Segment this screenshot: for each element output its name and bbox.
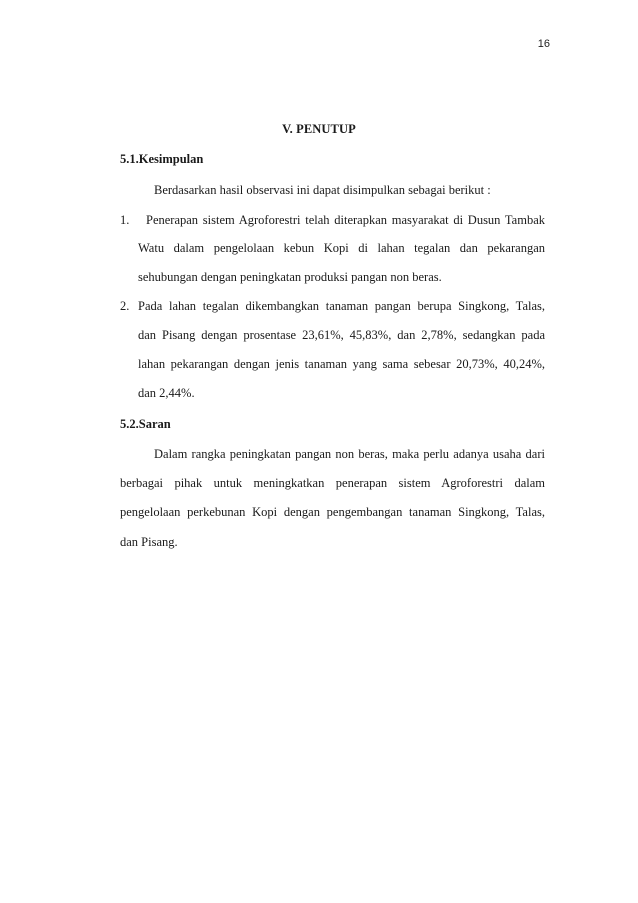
list-item-marker: 2. [120,299,130,313]
list-item-line: dan Pisang dengan prosentase 23,61%, 45,83%, dan 2,78%, sedangkan pada [138,328,545,342]
section-heading-kesimpulan: 5.1.Kesimpulan [120,152,204,166]
saran-line: berbagai pihak untuk meningkatkan penerapan sistem Agroforestri dalam [120,476,545,490]
page-number: 16 [537,38,550,50]
chapter-title: V. PENUTUP [282,122,356,136]
list-item-line: Penerapan sistem Agroforestri telah diterapkan masyarakat di Dusun Tambak [146,213,545,227]
list-item-line: lahan pekarangan dengan jenis tanaman yang sama sebesar 20,73%, 40,24%, [138,357,545,371]
list-item-line: Pada lahan tegalan dikembangkan tanaman pangan berupa Singkong, Talas, [138,299,545,313]
list-item-line: sehubungan dengan peningkatan produksi pangan non beras. [138,270,442,284]
kesimpulan-intro: Berdasarkan hasil observasi ini dapat disimpulkan sebagai berikut : [154,183,491,197]
list-item-line: Watu dalam pengelolaan kebun Kopi di lahan tegalan dan pekarangan [138,241,545,255]
saran-line: dan Pisang. [120,535,178,549]
list-item-line: dan 2,44%. [138,386,195,400]
section-heading-saran: 5.2.Saran [120,417,171,431]
list-item-marker: 1. [120,213,130,227]
saran-line: Dalam rangka peningkatan pangan non beras, maka perlu adanya usaha dari [154,447,545,461]
saran-line: pengelolaan perkebunan Kopi dengan pengembangan tanaman Singkong, Talas, [120,505,545,519]
